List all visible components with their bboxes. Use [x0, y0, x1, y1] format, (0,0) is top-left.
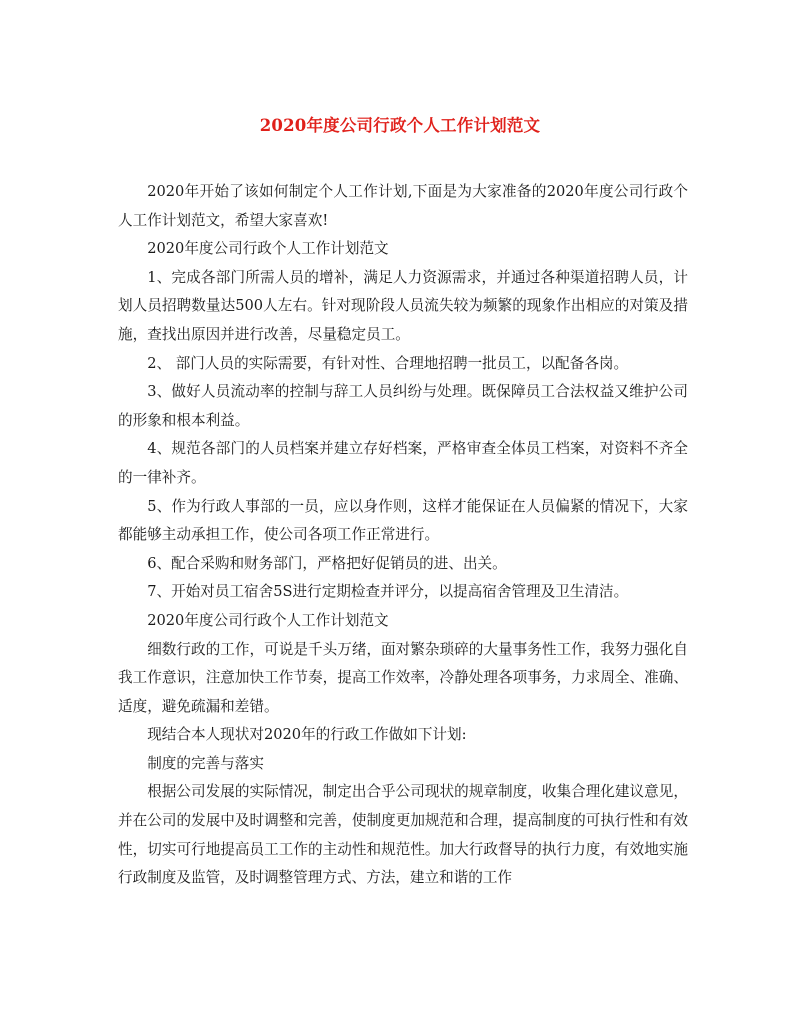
list-item: 1、完成各部门所需人员的增补，满足人力资源需求，并通过各种渠道招聘人员，计划人员招聘数量达500人左右。针对现阶段人员流失较为频繁的现象作出相应的对策及措施，查找出原因并进行改善，尽量稳定员工。	[118, 268, 688, 343]
list-item: 3、做好人员流动率的控制与辞工人员纠纷与处理。既保障员工合法权益又维护公司的形象和根本利益。	[118, 383, 688, 429]
section-heading: 2020年度公司行政个人工作计划范文	[147, 240, 389, 258]
section-heading: 2020年度公司行政个人工作计划范文	[147, 611, 389, 629]
list-item: 7、开始对员工宿舍5S进行定期检查并评分，以提高宿舍管理及卫生清洁。	[147, 583, 629, 601]
list-item: 2、 部门人员的实际需要，有针对性、合理地招聘一批员工，以配备各岗。	[147, 354, 629, 372]
document-body	[118, 178, 688, 893]
subsection-heading: 制度的完善与落实	[147, 754, 264, 772]
body-paragraph: 细数行政的工作，可说是千头万绪，面对繁杂琐碎的大量事务性工作，我努力强化自我工作意识，注意加快工作节奏，提高工作效率，冷静处理各项事务，力求周全、准确、适度，避免疏漏和差错。	[118, 640, 688, 715]
intro-paragraph: 2020年开始了该如何制定个人工作计划,下面是为大家准备的2020年度公司行政个人工作计划范文，希望大家喜欢!	[118, 183, 688, 229]
document-title: 2020年度公司行政个人工作计划范文	[259, 116, 541, 135]
list-item: 4、规范各部门的人员档案并建立存好档案，严格审查全体员工档案，对资料不齐全的一律补齐。	[118, 440, 688, 486]
list-item: 5、作为行政人事部的一员，应以身作则，这样才能保证在人员偏紧的情况下，大家都能够主动承担工作，使公司各项工作正常进行。	[118, 497, 688, 544]
body-paragraph: 现结合本人现状对2020年的行政工作做如下计划:	[147, 726, 467, 744]
body-paragraph: 根据公司发展的实际情况，制定出合乎公司现状的规章制度，收集合理化建议意见，并在公司的发展中及时调整和完善，使制度更加规范和合理，提高制度的可执行性和有效性，切实可行地提高员工工作的主动性和规范性。加大行政督导的执行力度，有效地实施行政制度及监管，及时调整管理方式、方法，建立和谐的工作	[118, 783, 688, 887]
list-item: 6、配合采购和财务部门，严格把好促销员的进、出关。	[147, 554, 507, 572]
